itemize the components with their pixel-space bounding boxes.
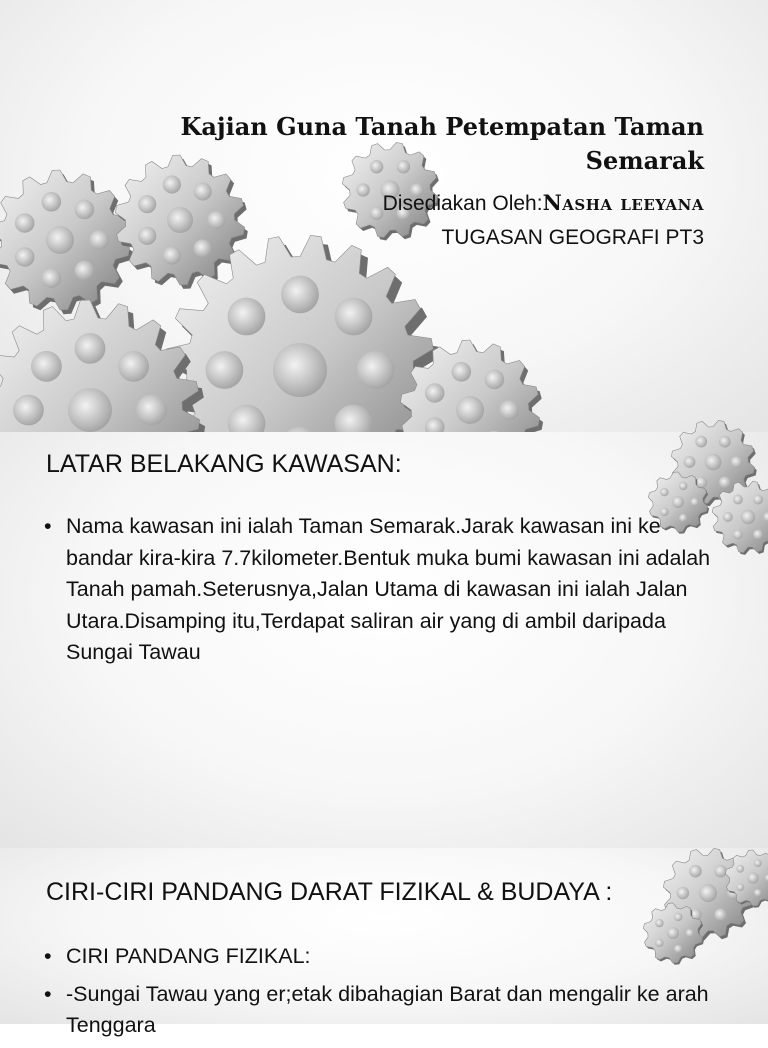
bullet-text: Nama kawasan ini ialah Taman Semarak.Jarak kawasan ini ke bandar kira-kira 7.7kilometer.Bentuk muka bumi kawasan ini adalah Tanah pamah.Seterusnya,Jalan Utama di kawasan ini ialah Jalan Utara.Disamping itu,Terdapat saliran air yang di ambil daripada Sungai Tawau bbox=[66, 514, 711, 664]
subject-line: TUGASAN GEOGRAFI PT3 bbox=[441, 226, 704, 249]
prepared-by bbox=[104, 190, 704, 216]
list-item bbox=[44, 511, 728, 669]
slide-heading: CIRI-CIRI PANDANG DARAT FIZIKAL & BUDAYA : bbox=[46, 878, 613, 906]
landscape-slide bbox=[0, 848, 768, 1037]
author-name: Nasha leeyana bbox=[542, 190, 704, 215]
bullet-list bbox=[44, 511, 728, 675]
prepared-by-label: Disediakan Oleh: bbox=[382, 192, 543, 215]
list-item bbox=[44, 979, 728, 1042]
bullet-list bbox=[44, 941, 728, 1048]
bullet-marker: • bbox=[44, 944, 52, 968]
slide-title: Kajian Guna Tanah Petempatan Taman Semarak bbox=[180, 112, 704, 175]
bullet-marker: • bbox=[44, 514, 52, 538]
list-item bbox=[44, 941, 728, 973]
bullet-text: -Sungai Tawau yang er;etak dibahagian Barat dan mengalir ke arah Tenggara bbox=[66, 981, 709, 1037]
background-slide bbox=[0, 432, 768, 848]
title-slide bbox=[0, 0, 768, 432]
bullet-text: CIRI PANDANG FIZIKAL: bbox=[66, 944, 311, 968]
slide-heading: LATAR BELAKANG KAWASAN: bbox=[46, 450, 402, 478]
bullet-marker: • bbox=[44, 981, 52, 1006]
